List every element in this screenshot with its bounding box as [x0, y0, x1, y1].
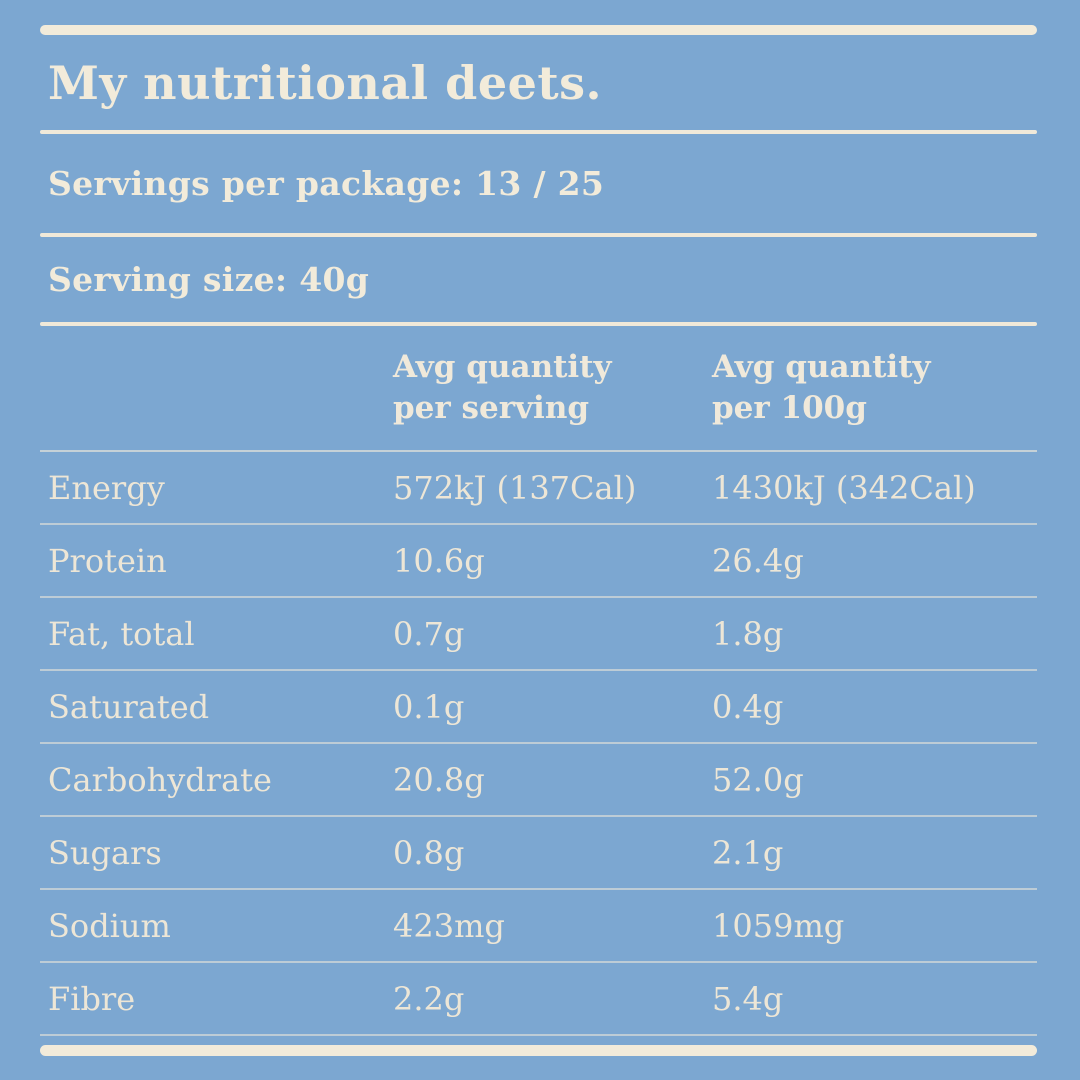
nutrient-label: Carbohydrate: [48, 760, 272, 799]
per-serving-value: 10.6g: [393, 541, 485, 580]
header-per-serving-column: Avg quantity per serving: [393, 349, 612, 426]
table-row-protein: [40, 525, 1037, 598]
serving-size-line: [40, 237, 1037, 322]
per-100g-value: 26.4g: [712, 541, 804, 580]
table-row-sodium: [40, 890, 1037, 963]
nutrient-label: Energy: [48, 468, 165, 507]
nutrient-label: Sugars: [48, 833, 162, 872]
per-100g-value: 52.0g: [712, 760, 804, 799]
nutrient-label: Saturated: [48, 687, 210, 726]
per-100g-value: 0.4g: [712, 687, 784, 726]
nutrient-label: Fat, total: [48, 614, 195, 653]
table-row-sugars: [40, 817, 1037, 890]
table-row-carbohydrate: [40, 744, 1037, 817]
per-serving-value: 423mg: [393, 906, 505, 945]
top-accent-bar: [40, 25, 1037, 35]
servings-per-package-text: Servings per package: 13 / 25: [48, 164, 605, 203]
per-serving-value: 20.8g: [393, 760, 485, 799]
per-serving-value: 572kJ (137Cal): [393, 468, 637, 507]
table-row-fat-total: [40, 598, 1037, 671]
page-title: My nutritional deets.: [48, 55, 603, 110]
per-serving-value: 0.8g: [393, 833, 465, 872]
nutrient-label: Fibre: [48, 979, 136, 1018]
per-100g-value: 1.8g: [712, 614, 784, 653]
table-row-saturated: [40, 671, 1037, 744]
serving-size-text: Serving size: 40g: [48, 260, 370, 299]
table-row-energy: [40, 452, 1037, 525]
header-per-100g-column: Avg quantity per 100g: [712, 349, 931, 426]
servings-per-package-line: [40, 134, 1037, 233]
per-serving-value: 2.2g: [393, 979, 465, 1018]
bottom-accent-bar: [40, 1045, 1037, 1056]
table-row-fibre: [40, 963, 1037, 1036]
per-serving-value: 0.7g: [393, 614, 465, 653]
per-100g-value: 5.4g: [712, 979, 784, 1018]
per-100g-value: 2.1g: [712, 833, 784, 872]
per-100g-value: 1430kJ (342Cal): [712, 468, 976, 507]
nutrient-label: Sodium: [48, 906, 171, 945]
per-serving-value: 0.1g: [393, 687, 465, 726]
table-header-row: [40, 326, 1037, 450]
nutrient-label: Protein: [48, 541, 167, 580]
per-100g-value: 1059mg: [712, 906, 845, 945]
title-row: [40, 35, 1037, 130]
